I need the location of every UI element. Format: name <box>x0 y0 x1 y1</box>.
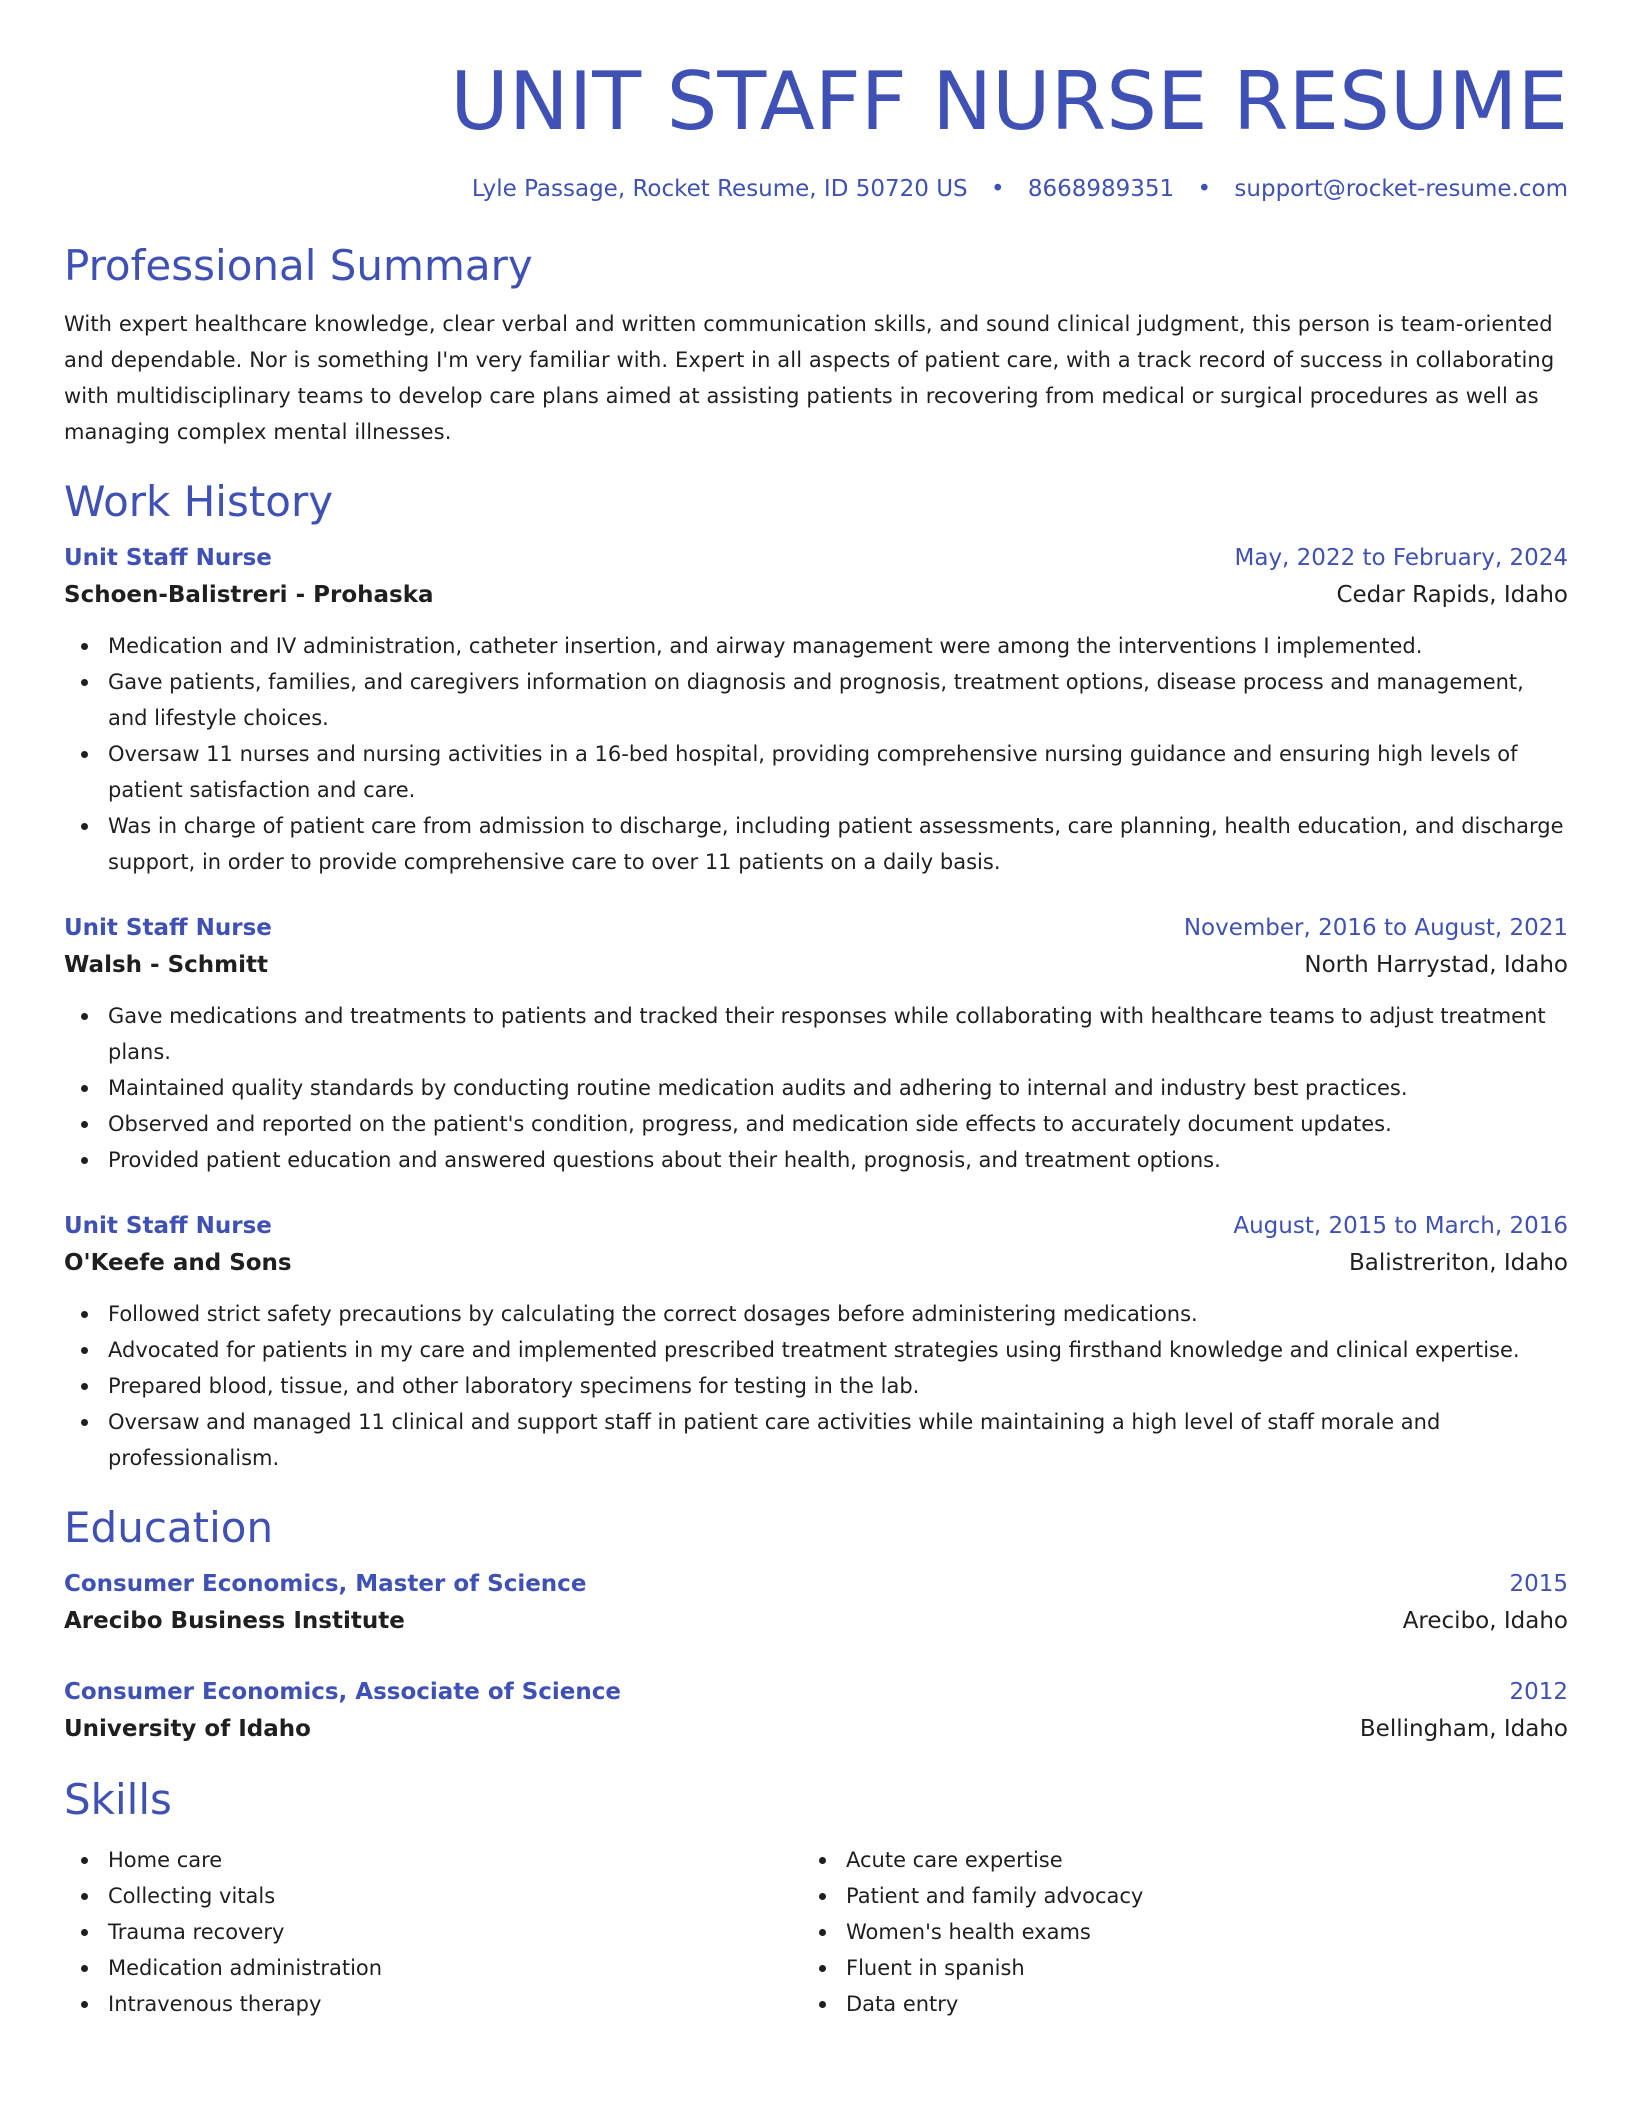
job-title-row <box>64 1208 1568 1244</box>
contact-phone: 8668989351 <box>1027 176 1175 202</box>
contact-separator: • <box>1197 176 1212 202</box>
skills-columns <box>64 1842 1568 2022</box>
skill-item: Intravenous therapy <box>64 1986 802 2022</box>
skill-item: Patient and family advocacy <box>802 1878 1540 1914</box>
job-bullet: Oversaw and managed 11 clinical and support staff in patient care activities while maintaining a high level of staff morale and professionalism. <box>64 1404 1568 1476</box>
degree-year: 2012 <box>1509 1679 1568 1705</box>
skill-item: Women's health exams <box>802 1914 1540 1950</box>
skills-list-right <box>802 1842 1540 2022</box>
work-history-section <box>64 476 1568 1476</box>
job-title-row <box>64 540 1568 576</box>
degree-title: Consumer Economics, Master of Science <box>64 1571 587 1597</box>
skill-item: Data entry <box>802 1986 1540 2022</box>
job-title: Unit Staff Nurse <box>64 545 272 571</box>
job-location: Balistreriton, Idaho <box>1348 1250 1568 1276</box>
skill-item: Home care <box>64 1842 802 1878</box>
job-company: Walsh - Schmitt <box>64 952 268 978</box>
skills-column-right <box>802 1842 1540 2022</box>
degree-title: Consumer Economics, Associate of Science <box>64 1679 621 1705</box>
job-company: Schoen-Balistreri - Prohaska <box>64 582 434 608</box>
job-bullet: Observed and reported on the patient's condition, progress, and medication side effects to accurately document updates. <box>64 1106 1568 1142</box>
resume-title: UNIT STAFF NURSE RESUME <box>450 55 1568 148</box>
school-name: Arecibo Business Institute <box>64 1608 405 1634</box>
job-entry <box>64 910 1568 1178</box>
school-name: University of Idaho <box>64 1716 311 1742</box>
job-bullets <box>64 998 1568 1178</box>
job-entry <box>64 540 1568 880</box>
degree-row <box>64 1566 1568 1602</box>
skills-heading: Skills <box>64 1775 172 1824</box>
job-company-row <box>64 946 1568 984</box>
job-bullet: Was in charge of patient care from admission to discharge, including patient assessments, care planning, health education, and discharge support, in order to provide comprehensive care to over 11 patients on a daily basis. <box>64 808 1568 880</box>
job-dates: August, 2015 to March, 2016 <box>1233 1213 1568 1239</box>
job-dates: November, 2016 to August, 2021 <box>1183 915 1568 941</box>
degree-year: 2015 <box>1509 1571 1568 1597</box>
skills-section <box>64 1774 1568 2022</box>
job-bullets <box>64 1296 1568 1476</box>
job-title: Unit Staff Nurse <box>64 915 272 941</box>
job-bullet: Maintained quality standards by conducting routine medication audits and adhering to internal and industry best practices. <box>64 1070 1568 1106</box>
school-location: Arecibo, Idaho <box>1402 1608 1568 1634</box>
degree-row <box>64 1674 1568 1710</box>
job-entry <box>64 1208 1568 1476</box>
skills-list-left <box>64 1842 802 2022</box>
skills-column-left <box>64 1842 802 2022</box>
job-title: Unit Staff Nurse <box>64 1213 272 1239</box>
job-title-row <box>64 910 1568 946</box>
job-bullet: Prepared blood, tissue, and other laboratory specimens for testing in the lab. <box>64 1368 1568 1404</box>
job-bullet: Oversaw 11 nurses and nursing activities in a 16-bed hospital, providing comprehensive nursing guidance and ensuring high levels of patient satisfaction and care. <box>64 736 1568 808</box>
job-dates: May, 2022 to February, 2024 <box>1234 545 1568 571</box>
job-bullet: Medication and IV administration, catheter insertion, and airway management were among the interventions I implemented. <box>64 628 1568 664</box>
job-bullet: Gave medications and treatments to patients and tracked their responses while collaborating with healthcare teams to adjust treatment plans. <box>64 998 1568 1070</box>
education-entry <box>64 1674 1568 1748</box>
job-location: North Harrystad, Idaho <box>1304 952 1568 978</box>
work-history-heading: Work History <box>64 477 334 526</box>
education-entry <box>64 1566 1568 1640</box>
skill-item: Trauma recovery <box>64 1914 802 1950</box>
education-heading: Education <box>64 1503 274 1552</box>
resume-header <box>64 52 1568 204</box>
job-bullet: Advocated for patients in my care and implemented prescribed treatment strategies using firsthand knowledge and clinical expertise. <box>64 1332 1568 1368</box>
job-company: O'Keefe and Sons <box>64 1250 292 1276</box>
education-section <box>64 1502 1568 1748</box>
job-location: Cedar Rapids, Idaho <box>1336 582 1568 608</box>
school-row <box>64 1710 1568 1748</box>
contact-line <box>64 174 1568 204</box>
skill-item: Medication administration <box>64 1950 802 1986</box>
job-company-row <box>64 576 1568 614</box>
skill-item: Collecting vitals <box>64 1878 802 1914</box>
job-bullet: Provided patient education and answered questions about their health, prognosis, and treatment options. <box>64 1142 1568 1178</box>
contact-address: Lyle Passage, Rocket Resume, ID 50720 US <box>471 176 968 202</box>
job-company-row <box>64 1244 1568 1282</box>
skill-item: Fluent in spanish <box>802 1950 1540 1986</box>
job-bullets <box>64 628 1568 880</box>
contact-separator: • <box>990 176 1005 202</box>
job-bullet: Gave patients, families, and caregivers information on diagnosis and prognosis, treatment options, disease process and management, and lifestyle choices. <box>64 664 1568 736</box>
contact-email: support@rocket-resume.com <box>1234 176 1568 202</box>
skill-item: Acute care expertise <box>802 1842 1540 1878</box>
summary-heading: Professional Summary <box>64 241 533 290</box>
summary-section <box>64 240 1568 450</box>
summary-text: With expert healthcare knowledge, clear verbal and written communication skills, and sound clinical judgment, this person is team-oriented and dependable. Nor is something I'm very familiar with. Expert in all aspects of patient care, with a track record of success in collaborating with multidisciplinary teams to develop care plans aimed at assisting patients in recovering from medical or surgical procedures as well as managing complex mental illnesses. <box>64 312 1555 444</box>
school-row <box>64 1602 1568 1640</box>
school-location: Bellingham, Idaho <box>1359 1716 1568 1742</box>
job-bullet: Followed strict safety precautions by calculating the correct dosages before administering medications. <box>64 1296 1568 1332</box>
